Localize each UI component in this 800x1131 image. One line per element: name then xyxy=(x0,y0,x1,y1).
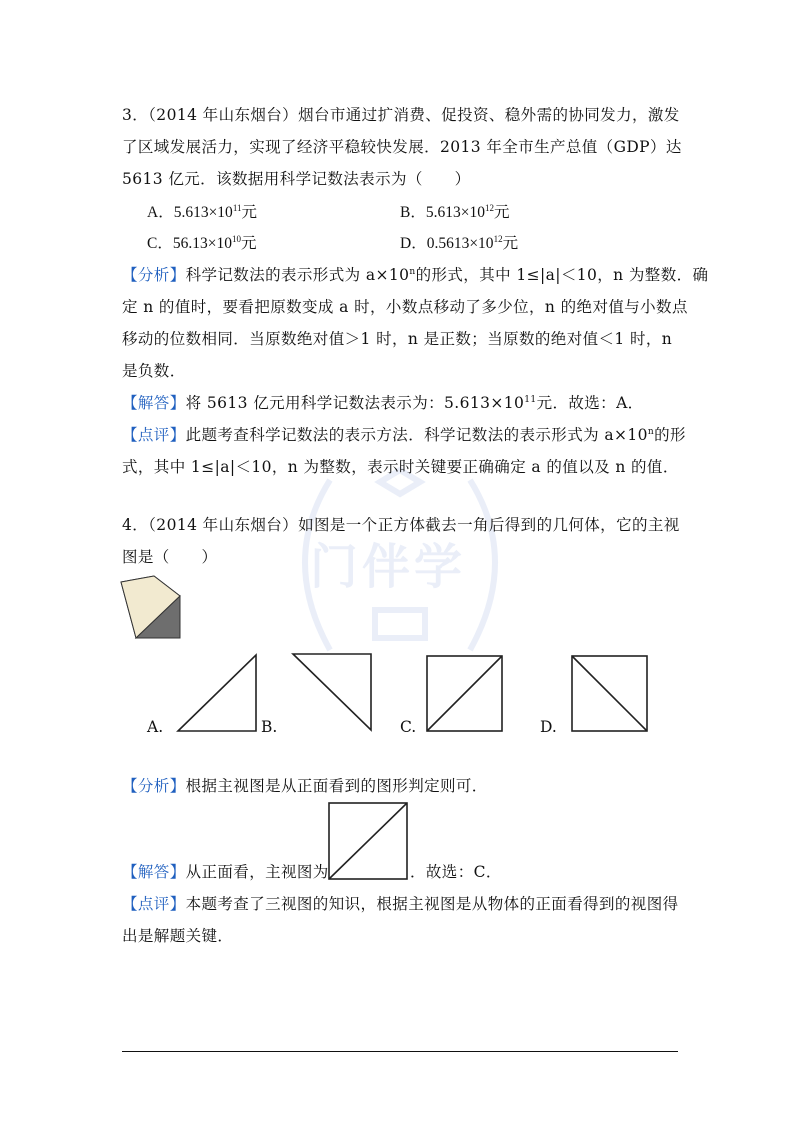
q4-comment-line-2: 出是解题关键． xyxy=(122,927,234,945)
analysis-tag: 【分析】 xyxy=(122,777,186,795)
cut-cube-figure xyxy=(118,574,184,644)
option-d-label: D. xyxy=(540,718,557,736)
q3-option-c: C．$56.13\times 10^{10}$元 xyxy=(147,234,257,252)
q4-options-figures xyxy=(150,650,710,740)
q4-stem-line-1: 4．（2014 年山东烟台）如图是一个正方体截去一角后得到的几何体，它的主视 xyxy=(122,516,680,534)
comment-tag: 【点评】 xyxy=(122,426,186,444)
q3-analysis-line-4: 是负数． xyxy=(122,362,186,380)
option-c-square-diagonal xyxy=(427,656,502,731)
option-b-label: B. xyxy=(261,718,278,736)
q3-stem-line-3: 5613 亿元．该数据用科学记数法表示为（ ） xyxy=(122,170,471,188)
q4-answer-start: 【解答】从正面看，主视图为 xyxy=(122,863,329,881)
answer-square-figure xyxy=(328,802,410,882)
q3-comment-line-1: 【点评】此题考查科学记数法的表示方法．科学记数法的表示形式为 $a\times 10^n$的形 xyxy=(122,426,686,444)
option-a-label: A. xyxy=(147,718,164,736)
q3-comment-line-2: 式，其中 1≤|a|＜10，n 为整数，表示时关键要正确确定 a 的值以及 n 的值． xyxy=(122,458,679,476)
q3-option-d: D．$0.5613\times 10^{12}$元 xyxy=(400,234,519,252)
q3-option-a: A．$5.613\times 10^{11}$元 xyxy=(147,203,257,221)
option-a-triangle xyxy=(178,655,256,731)
q3-analysis-line-3: 移动的位数相同．当原数绝对值＞1 时，n 是正数；当原数的绝对值＜1 时，n xyxy=(122,330,673,348)
option-d-square-diagonal xyxy=(572,656,647,731)
q4-analysis: 【分析】根据主视图是从正面看到的图形判定则可． xyxy=(122,777,488,795)
watermark xyxy=(270,460,530,670)
footer-divider xyxy=(122,1051,678,1052)
q3-option-b: B．$5.613\times 10^{12}$元 xyxy=(400,203,510,221)
q3-stem-line-2: 了区域发展活力，实现了经济平稳较快发展．2013 年全市生产总值（GDP）达 xyxy=(122,138,682,156)
answer-tag: 【解答】 xyxy=(122,394,186,412)
analysis-tag: 【分析】 xyxy=(122,266,186,284)
watermark-text: 门伴学 xyxy=(310,539,467,595)
q4-stem-line-2: 图是（ ） xyxy=(122,548,218,566)
q4-answer-end: ．故选：C． xyxy=(410,863,502,881)
q3-answer: 【解答】将 5613 亿元用科学记数法表示为：$5.613\times 10^{11}$元．故选：A． xyxy=(122,394,644,412)
comment-tag: 【点评】 xyxy=(122,895,186,913)
answer-tag: 【解答】 xyxy=(122,863,186,881)
option-b-triangle xyxy=(293,654,371,730)
q3-stem-line-1: 3．（2014 年山东烟台）烟台市通过扩消费、促投资、稳外需的协同发力，激发 xyxy=(122,106,680,124)
option-c-label: C. xyxy=(400,718,417,736)
q3-analysis-line-1: 【分析】科学记数法的表示形式为 $a\times 10^n$的形式，其中 1≤|a|＜10，n 为整数．确 xyxy=(122,266,709,284)
q3-analysis-line-2: 定 n 的值时，要看把原数变成 a 时，小数点移动了多少位，n 的绝对值与小数点 xyxy=(122,298,688,316)
q4-comment-line-1: 【点评】本题考查了三视图的知识，根据主视图是从物体的正面看得到的视图得 xyxy=(122,895,679,913)
